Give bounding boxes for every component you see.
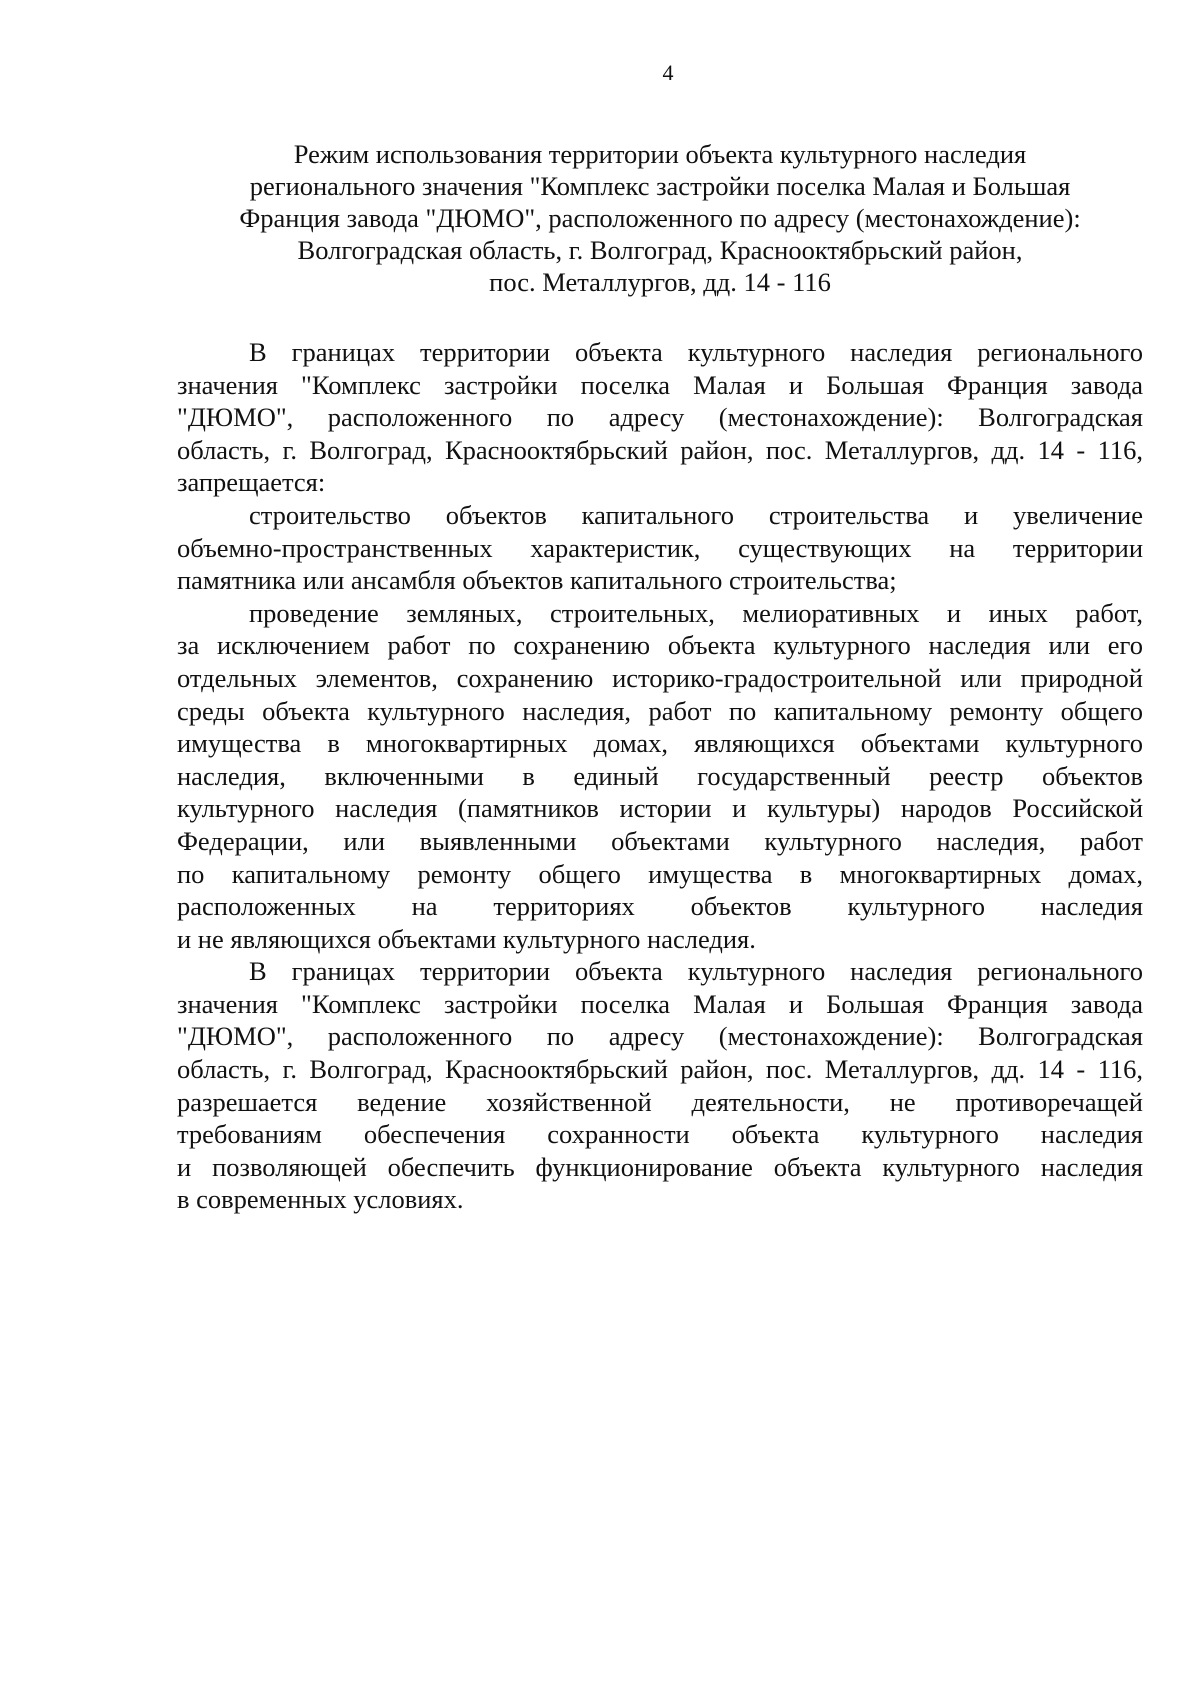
text-line: памятника или ансамбля объектов капитального строительства;: [177, 565, 897, 596]
title-line: пос. Металлургов, дд. 14 - 116: [489, 267, 831, 297]
text-line: В границах территории объекта культурного наследия регионального: [249, 337, 1143, 367]
paragraph-works: [177, 597, 1143, 956]
text-line: имущества в многоквартирных домах, являющихся объектами культурного: [177, 728, 1143, 759]
paragraph-construction: [177, 499, 1143, 597]
page-number: 4: [662, 60, 674, 85]
text-line: по капитальному ремонту общего имущества в многоквартирных домах,: [177, 858, 1143, 889]
text-line: В границах территории объекта культурного наследия регионального: [249, 956, 1143, 987]
text-line: запрещается:: [177, 467, 326, 498]
text-line: отдельных элементов, сохранению историко-градостроительной или природной: [177, 662, 1143, 693]
text-line: и позволяющей обеспечить функционирование объекта культурного наследия: [177, 1151, 1143, 1182]
text-line: строительство объектов капитального строительства и увеличение: [249, 499, 1143, 530]
text-line: за исключением работ по сохранению объекта культурного наследия или его: [177, 630, 1143, 661]
document-title: [160, 138, 1160, 298]
text-line: значения "Комплекс застройки поселка Малая и Большая Франция завода: [177, 369, 1143, 400]
paragraph-prohibition-intro: [177, 336, 1143, 499]
text-line: разрешается ведение хозяйственной деятельности, не противоречащей: [177, 1086, 1143, 1117]
text-line: "ДЮМО", расположенного по адресу (местонахождение): Волгоградская: [177, 1021, 1143, 1052]
text-line: среды объекта культурного наследия, работ по капитальному ремонту общего: [177, 695, 1143, 726]
title-line: Режим использования территории объекта культурного наследия: [293, 139, 1027, 169]
text-line: и не являющихся объектами культурного наследия.: [177, 923, 756, 954]
text-line: культурного наследия (памятников истории и культуры) народов Российской: [177, 793, 1143, 824]
text-line: "ДЮМО", расположенного по адресу (местонахождение): Волгоградская: [177, 402, 1143, 433]
text-line: в современных условиях.: [177, 1184, 464, 1215]
text-line: требованиям обеспечения сохранности объекта культурного наследия: [177, 1119, 1143, 1150]
text-line: расположенных на территориях объектов культурного наследия: [177, 891, 1143, 922]
text-line: Федерации, или выявленными объектами культурного наследия, работ: [177, 825, 1143, 856]
document-body: [177, 336, 1143, 1216]
text-line: наследия, включенными в единый государственный реестр объектов: [177, 760, 1143, 791]
text-line: значения "Комплекс застройки поселка Малая и Большая Франция завода: [177, 988, 1143, 1019]
title-line: Волгоградская область, г. Волгоград, Краснооктябрьский район,: [297, 235, 1023, 265]
text-line: область, г. Волгоград, Краснооктябрьский район, пос. Металлургов, дд. 14 - 116,: [177, 434, 1143, 465]
text-line: проведение земляных, строительных, мелиоративных и иных работ,: [249, 597, 1143, 628]
title-line: регионального значения "Комплекс застройки поселка Малая и Большая: [249, 171, 1071, 201]
text-line: область, г. Волгоград, Краснооктябрьский район, пос. Металлургов, дд. 14 - 116,: [177, 1054, 1143, 1085]
text-line: объемно-пространственных характеристик, существующих на территории: [177, 532, 1143, 563]
paragraph-permission: [177, 955, 1143, 1216]
title-line: Франция завода "ДЮМО", расположенного по адресу (местонахождение):: [239, 203, 1081, 233]
